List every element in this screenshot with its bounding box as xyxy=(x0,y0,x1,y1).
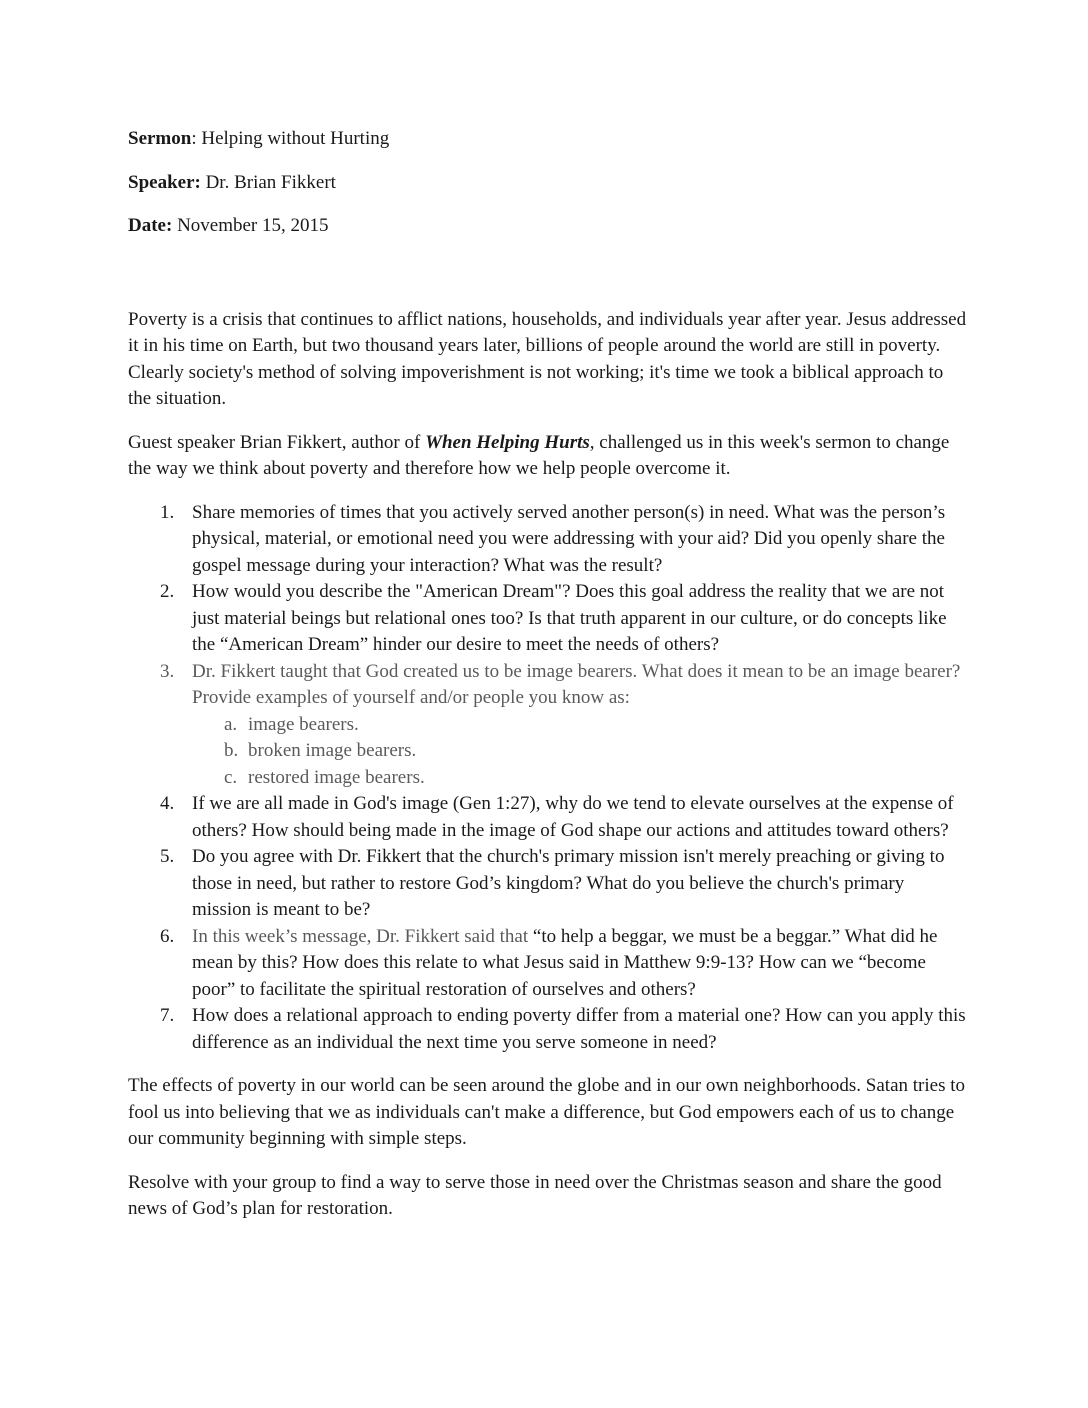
sub-item-text: restored image bearers. xyxy=(248,766,425,788)
question-text: Dr. Fikkert taught that God created us to be image bearers. What does it mean to be an image bearer? Provide examples of yourself and/or people you know as: xyxy=(192,660,961,708)
question-text: How would you describe the "American Dream"? Does this goal address the reality that we are not just material beings but relational ones too? Is that truth apparent in our culture, or do concepts like the “American Dream” hinder our desire to meet the needs of others? xyxy=(192,581,947,655)
question-number: 7. xyxy=(160,1005,175,1026)
question-item xyxy=(128,659,968,792)
sub-item-text: image bearers. xyxy=(248,713,359,735)
intro-paragraph-1: Poverty is a crisis that continues to afflict nations, households, and individuals year after year. Jesus addressed it in his time on Earth, but two thousand years later, billions of people around the world are still in poverty. Clearly society's method of solving impoverishment is not working; it's time we took a biblical approach to the situation. xyxy=(128,308,967,409)
question-text: Share memories of times that you actively served another person(s) in need. What was the person’s physical, material, or emotional need you were addressing with your aid? Did you openly share the gospel message during your interaction? What was the result? xyxy=(192,501,946,576)
sermon-label: Sermon xyxy=(128,128,192,149)
sub-item-letter: c. xyxy=(224,766,238,788)
question-text: If we are all made in God's image (Gen 1:27), why do we tend to elevate ourselves at the expense of others? How should being made in the image of God shape our actions and attitudes toward others? xyxy=(192,793,954,841)
sub-item xyxy=(192,712,968,739)
question-number: 2. xyxy=(160,581,175,602)
question-number: 5. xyxy=(160,846,175,867)
closing-paragraph-1: The effects of poverty in our world can be seen around the globe and in our own neighborhoods. Satan tries to fool us into believing that we as individuals can't make a difference, but God empowers each of us to change our community beginning with simple steps. xyxy=(128,1075,966,1149)
speaker-label: Speaker: xyxy=(128,171,201,193)
intro-paragraph-2 xyxy=(128,430,968,483)
intro-paragraph-2-start: Guest speaker Brian Fikkert, author of xyxy=(128,431,426,453)
sermon-title: : Helping without Hurting xyxy=(191,128,390,149)
book-title: When Helping Hurts xyxy=(425,431,590,453)
question-item xyxy=(128,1003,968,1056)
closing-paragraph-2: Resolve with your group to find a way to serve those in need over the Christmas season and share the good news of God’s plan for restoration. xyxy=(128,1171,942,1219)
question-text: How does a relational approach to ending poverty differ from a material one? How can you apply this difference as an individual the next time you serve someone in need? xyxy=(192,1005,966,1053)
question-text: “to help a beggar, we must be a beggar.” What did he mean by this? How does this relate to what Jesus said in Matthew 9:9-13? How can we “become poor” to facilitate the spiritual restoration of ourselves and others? xyxy=(192,925,938,1000)
discussion-questions xyxy=(128,500,968,1057)
intro-paragraph-2-end: , challenged us in this week's sermon to change the way we think about poverty and therefore how we help people overcome it. xyxy=(128,431,950,479)
question-item xyxy=(128,844,968,924)
sub-item-letter: a. xyxy=(224,713,238,735)
question-text-grey: In this week’s message, Dr. Fikkert said that xyxy=(192,925,533,947)
speaker-name: Dr. Brian Fikkert xyxy=(200,171,336,193)
date-value: November 15, 2015 xyxy=(172,215,329,236)
sub-item-text: broken image bearers. xyxy=(248,740,417,761)
question-item xyxy=(128,791,968,844)
question-item xyxy=(128,924,968,1004)
question-number: 3. xyxy=(160,660,175,682)
sub-list xyxy=(192,712,968,792)
question-number: 4. xyxy=(160,793,175,814)
speaker-line xyxy=(128,170,968,197)
sub-item xyxy=(192,738,968,765)
document-page xyxy=(128,126,968,1240)
date-label: Date: xyxy=(128,215,173,236)
question-item xyxy=(128,500,968,580)
sub-item-letter: b. xyxy=(224,740,239,761)
question-number: 6. xyxy=(160,925,175,947)
header-spacer xyxy=(128,257,968,307)
sub-item xyxy=(192,765,968,792)
date-line xyxy=(128,213,968,240)
question-number: 1. xyxy=(160,501,175,523)
question-item xyxy=(128,579,968,659)
question-text: Do you agree with Dr. Fikkert that the church's primary mission isn't merely preaching or giving to those in need, but rather to restore God’s kingdom? What do you believe the church's primary mission is meant to be? xyxy=(192,846,945,920)
sermon-line xyxy=(128,126,968,153)
